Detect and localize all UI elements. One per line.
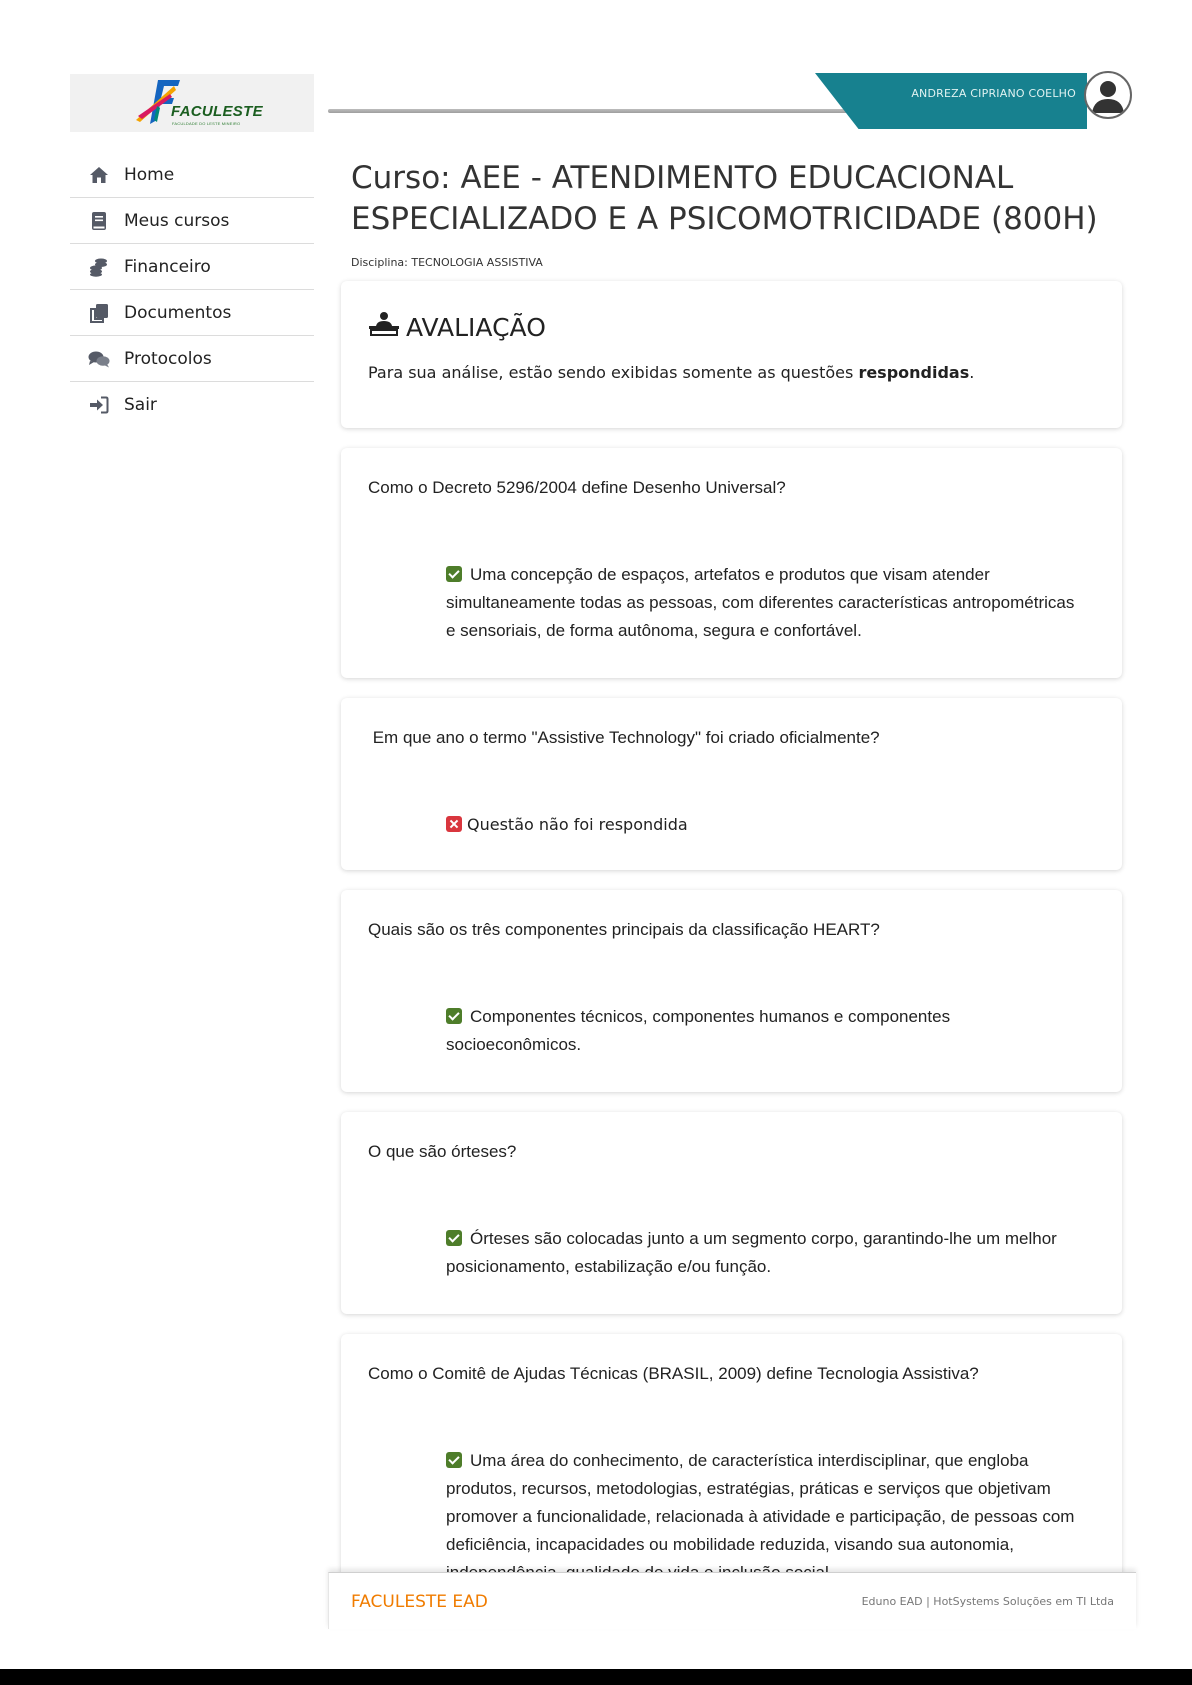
answer-text — [446, 811, 1086, 839]
sidebar-item-home[interactable] — [70, 152, 314, 198]
evaluation-card — [341, 281, 1122, 428]
answer-text — [446, 561, 1086, 645]
sidebar-item-label: Documentos — [124, 302, 232, 323]
user-avatar-icon — [1086, 73, 1130, 117]
sidebar-item-label: Home — [124, 164, 175, 185]
answer-text — [446, 1225, 1086, 1281]
sidebar-nav — [70, 152, 314, 428]
question-text: Em que ano o termo "Assistive Technology" foi criado oficialmente? — [368, 728, 880, 747]
check-square-icon — [446, 1452, 462, 1468]
check-square-icon — [446, 1008, 462, 1024]
footer — [328, 1572, 1136, 1629]
evaluation-title: AVALIAÇÃO — [406, 312, 546, 342]
sidebar — [70, 74, 314, 428]
logo[interactable] — [70, 74, 314, 132]
page-title: Curso: AEE - ATENDIMENTO EDUCACIONAL ESPECIALIZADO E A PSICOMOTRICIDADE (800H) — [351, 160, 1098, 237]
copy-icon — [88, 302, 110, 324]
discipline-label: Disciplina: TECNOLOGIA ASSISTIVA — [351, 256, 543, 269]
sign-in-icon — [88, 394, 110, 416]
user-name[interactable]: ANDREZA CIPRIANO COELHO — [911, 87, 1076, 100]
sidebar-item-label: Financeiro — [124, 256, 211, 277]
evaluation-note-suffix: . — [969, 363, 975, 382]
sidebar-item-label: Sair — [124, 395, 157, 415]
main-content — [341, 158, 1122, 1594]
screen-bottom-bar — [0, 1669, 1192, 1685]
sidebar-item-documentos[interactable] — [70, 290, 314, 336]
user-band — [815, 73, 1087, 129]
question-text: Quais são os três componentes principais da classificação HEART? — [368, 920, 880, 939]
question-card — [341, 1112, 1122, 1314]
question-text: Como o Decreto 5296/2004 define Desenho Universal? — [368, 478, 786, 497]
question-card — [341, 448, 1122, 678]
check-square-icon — [446, 1230, 462, 1246]
sidebar-item-meus-cursos[interactable] — [70, 198, 314, 244]
chalkboard-teacher-icon — [368, 311, 400, 343]
answer-value: Órteses são colocadas junto a um segmento corpo, garantindo-lhe um melhor posicionamento, estabilização e/ou função. — [446, 1229, 1057, 1276]
comments-icon — [88, 348, 110, 370]
answer-value: Questão não foi respondida — [467, 815, 688, 834]
sidebar-item-financeiro[interactable] — [70, 244, 314, 290]
evaluation-note-bold: respondidas — [858, 363, 970, 382]
avatar[interactable] — [1084, 71, 1132, 119]
answer-text — [446, 1003, 1086, 1059]
check-square-icon — [446, 566, 462, 582]
evaluation-note — [368, 363, 1095, 382]
answer-value: Uma concepção de espaços, artefatos e produtos que visam atender simultaneamente todas as pessoas, com diferentes características antropométricas e sensoriais, de forma autônoma, segura e confortável. — [446, 565, 1075, 640]
evaluation-heading — [368, 311, 1095, 343]
evaluation-note-text: Para sua análise, estão sendo exibidas somente as questões — [368, 363, 859, 382]
answer-value: Componentes técnicos, componentes humanos e componentes socioeconômicos. — [446, 1007, 951, 1054]
logo-text: FACULESTE — [171, 103, 263, 120]
question-card — [341, 1334, 1122, 1594]
book-icon — [88, 210, 110, 232]
header-divider — [328, 109, 866, 113]
sidebar-item-label: Meus cursos — [124, 210, 230, 231]
footer-brand: FACULESTE EAD — [351, 1592, 488, 1612]
footer-credit: Eduno EAD | HotSystems Soluções em TI Ltda — [861, 1595, 1114, 1608]
sidebar-item-protocolos[interactable] — [70, 336, 314, 382]
logo-subtext: FACULDADE DO LESTE MINEIRO — [172, 121, 241, 126]
answer-value: Uma área do conhecimento, de característica interdisciplinar, que engloba produtos, recursos, metodologias, estratégias, práticas e serviços que objetivam promover a funcionalidade, relacionada à atividade e participação, de pessoas com deficiência, incapacidades ou mobilidade reduzida, visando sua autonomia, — [446, 1451, 1075, 1554]
home-icon — [88, 164, 110, 186]
sidebar-item-label: Protocolos — [124, 348, 212, 369]
question-text: O que são órteses? — [368, 1142, 517, 1161]
question-card — [341, 698, 1122, 870]
sidebar-item-sair[interactable] — [70, 382, 314, 428]
question-text: Como o Comitê de Ajudas Técnicas (BRASIL, 2009) define Tecnologia Assistiva? — [368, 1364, 979, 1383]
answer-text — [446, 1447, 1086, 1587]
times-square-icon — [446, 816, 462, 832]
coins-icon — [88, 256, 110, 278]
question-card — [341, 890, 1122, 1092]
